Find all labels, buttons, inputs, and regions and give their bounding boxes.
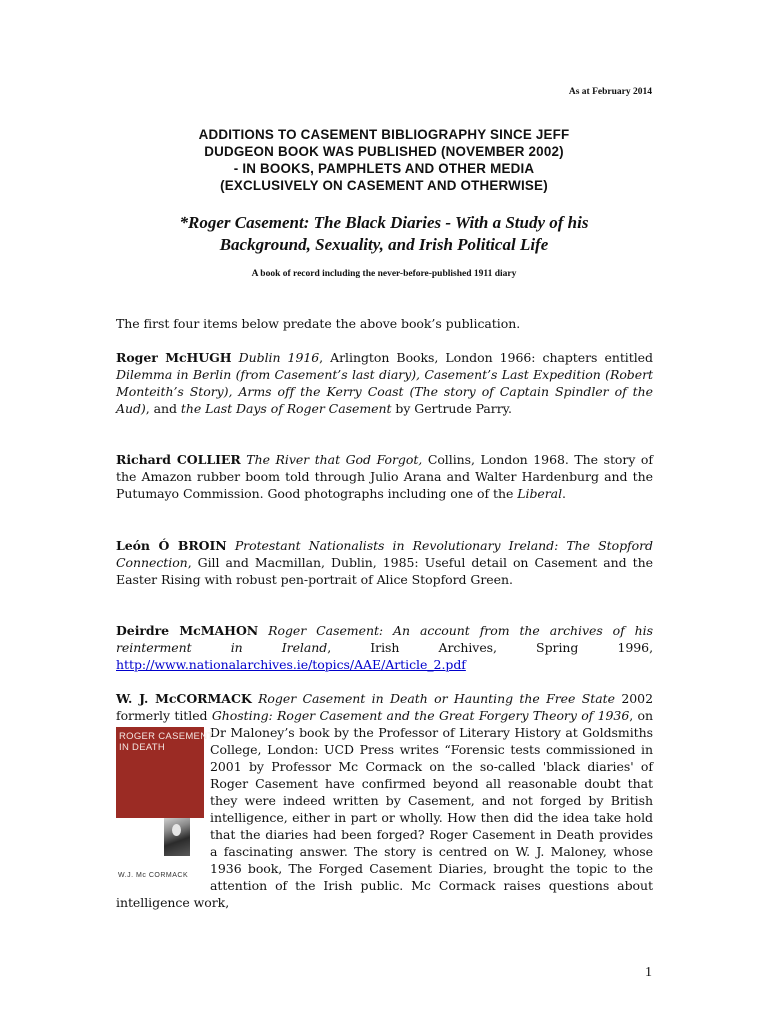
entry-text: Collins, London 1968. The story of the Amazon rubber boom told through Julio Arana and Walter Hardenburg and the Putumayo Commission. Good photographs including one of the: [116, 452, 653, 501]
entry-title: Roger Casement in Death or Haunting the Free State: [258, 691, 615, 706]
book-cover-title-line-2: IN DEATH: [119, 742, 166, 753]
entry-text: , and: [145, 401, 181, 416]
page-number: 1: [645, 965, 652, 980]
entry-former-title: Ghosting: Roger Casement and the Great Forgery Theory of 1936: [211, 708, 630, 723]
entry-text: , Gill and Macmillan, Dublin, 1985: Useful detail on Casement and the Easter Rising with robust pen-portrait of Alice Stopford Green.: [116, 555, 653, 587]
intro-paragraph: The first four items below predate the above book’s publication.: [116, 316, 521, 331]
entry-chapters: Dilemma in Berlin (from Casement’s last diary), Casement’s Last Expedition (Robert Monteith’s Story), Arms off the Kerry Coast (The story of Captain Spindler of the Aud): [116, 367, 653, 416]
entry-text: , on Dr Maloney’s book by the Professor of Literary History at Goldsmiths College, London: UCD Press writes “Forensic tests commissioned in 2001 by Professor Mc Cormack on the so-called 'black diaries' of Roger Casement have confirmed beyond all reasonable doubt that they were indeed written by Casement, and not forged by British intelligence, either in part or wholly. How then did the idea take hold that the diaries had been forged? Roger Casement in Death provides a fascinating answer. The story is centred on W. J. Maloney, whose 1936 book, The Forged Casement Diaries, brought the topic to the attention of the Irish public. Mc Cormack raises questions about intelligence work,: [116, 708, 653, 910]
entry-obroin: [116, 537, 653, 588]
entry-text: 2002 formerly titled: [116, 691, 653, 723]
book-cover-image: [116, 724, 214, 879]
book-title-line-1: *Roger Casement: The Black Diaries - With a Study of his: [179, 213, 589, 232]
archive-link[interactable]: http://www.nationalarchives.ie/topics/AAE/Article_2.pdf: [116, 657, 466, 672]
entry-chapter: the Last Days of Roger Casement: [180, 401, 392, 416]
book-cover-author: W.J. Mc CORMACK: [118, 872, 189, 879]
entry-title: Dublin 1916: [238, 350, 320, 365]
entry-collier: [116, 451, 653, 502]
book-cover-title-line-1: ROGER CASEMENT: [119, 731, 214, 742]
heading-line-1: ADDITIONS TO CASEMENT BIBLIOGRAPHY SINCE JEFF: [198, 127, 570, 142]
portrait-face: [172, 824, 181, 836]
entry-mcmahon: [116, 622, 653, 673]
entry-title: Protestant Nationalists in Revolutionary Ireland: The Stopford Connection: [116, 538, 653, 570]
heading-line-3: - IN BOOKS, PAMPHLETS AND OTHER MEDIA: [233, 161, 535, 176]
entry-author: Deirdre McMAHON: [116, 623, 259, 638]
entry-ship-name: Liberal: [517, 486, 563, 501]
entry-title: Roger Casement: An account from the archives of his reinterment in Ireland: [116, 623, 653, 655]
entry-author: Roger McHUGH: [116, 350, 232, 365]
book-cover-portrait: [164, 818, 190, 856]
entry-title: The River that God Forgot,: [246, 452, 423, 467]
entry-text: by Gertrude Parry.: [391, 401, 512, 416]
as-at-date: As at February 2014: [568, 87, 652, 97]
book-title: [116, 212, 652, 256]
heading-line-4: (EXCLUSIVELY ON CASEMENT AND OTHERWISE): [220, 178, 548, 193]
entry-author: León Ó BROIN: [116, 538, 227, 553]
entry-author: Richard COLLIER: [116, 452, 241, 467]
book-title-line-2: Background, Sexuality, and Irish Political Life: [219, 235, 549, 254]
entry-author: W. J. McCORMACK: [116, 691, 252, 706]
entry-mccormack: [116, 690, 653, 911]
document-heading: [116, 126, 652, 194]
entry-text: .: [562, 486, 566, 501]
heading-line-2: DUDGEON BOOK WAS PUBLISHED (NOVEMBER 2002): [204, 144, 564, 159]
record-note: A book of record including the never-before-published 1911 diary: [251, 269, 517, 279]
entry-text: , Irish Archives, Spring 1996,: [327, 640, 653, 655]
entry-mchugh: [116, 349, 653, 417]
entry-text: , Arlington Books, London 1966: chapters entitled: [319, 350, 653, 365]
book-cover-title: [119, 731, 214, 753]
